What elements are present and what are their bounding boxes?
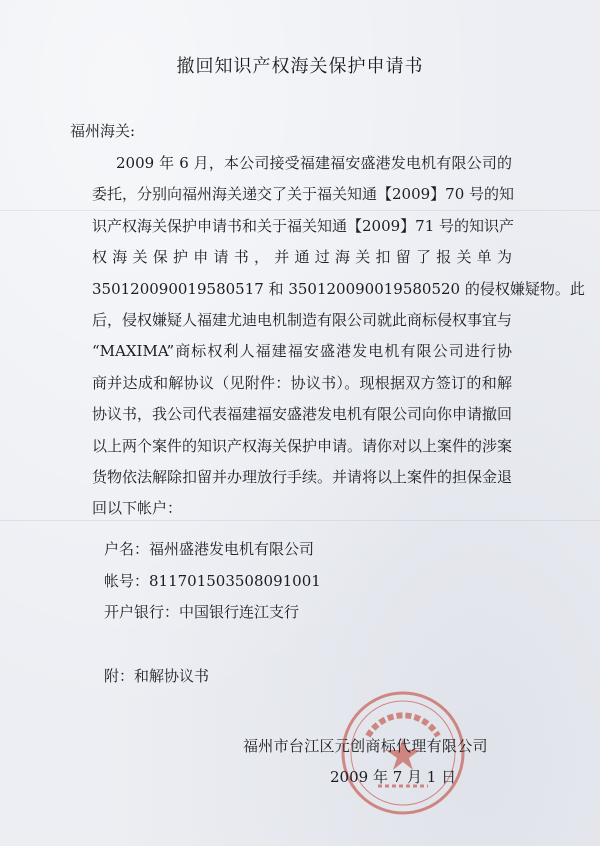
body-line: 2009 年 6 月，本公司接受福建福安盛港发电机有限公司的 (116, 154, 512, 172)
body-line: 以上两个案件的知识产权海关保护申请。请你对以上案件的涉案 (92, 436, 513, 455)
body-line: 权海关保护申请书，并通过海关扣留了报关单为 (92, 248, 512, 267)
account-number: 帐号：81170150350809100​1 (104, 572, 321, 590)
body-line: 回以下帐户： (92, 499, 183, 518)
document-title: 撤回知识产权海关保护申请书 (176, 56, 424, 77)
seal-arc-text-mark (368, 715, 438, 736)
salutation: 福州海关: (70, 122, 136, 140)
body-line: 商并达成和解协议（见附件：协议书）。现根据双方签订的和解 (92, 373, 512, 392)
body-line: 货物依法解除扣留并办理放行手续。并请将以上案件的担保金退 (92, 467, 513, 486)
signature-company: 福州市台江区元创商标代理有限公司 (243, 737, 488, 755)
body-line: “MAXIMA”商标权利人福建福安盛港发电机有限公司进行协 (92, 342, 512, 361)
attachment-note: 附：和解协议书 (104, 667, 210, 685)
body-line: 识产权海关保护申请书和关于福关知通【2009】71 号的知识产 (92, 216, 515, 235)
account-bank: 开户银行：中国银行连江支行 (104, 603, 300, 621)
signature-date: 2009 年 7 月 1 日 (330, 768, 457, 786)
body-line: 后，侵权嫌疑人福建尤迪电机制造有限公司就此商标侵权事宜与 (92, 310, 513, 329)
account-name: 户名：福州盛港发电机有限公司 (104, 540, 315, 558)
body-line: 委托，分别向福州海关递交了关于福关知通【2009】70 号的知 (92, 185, 515, 204)
body-paragraph (92, 148, 585, 525)
body-line: 协议书，我公司代表福建福安盛港发电机有限公司向你申请撤回 (92, 405, 513, 424)
body-line: 350120090019580517 和 350120090019580520 的侵权嫌疑物。此 (92, 279, 585, 298)
